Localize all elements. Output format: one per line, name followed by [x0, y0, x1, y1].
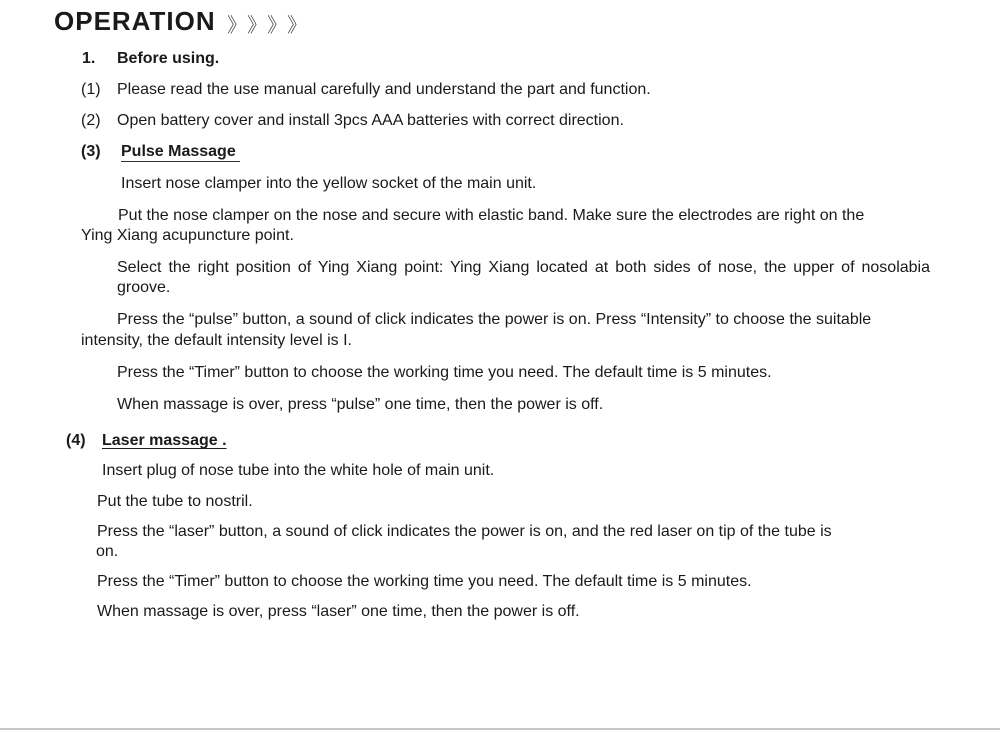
- laser-step-1: Insert plug of nose tube into the white hole of main unit.: [102, 462, 495, 479]
- item-1-number: (1): [81, 81, 101, 98]
- pulse-massage-heading: [121, 142, 240, 162]
- page-bottom-divider: [0, 728, 1000, 730]
- item-1-text: Please read the use manual carefully and understand the part and function.: [117, 81, 651, 98]
- laser-massage-heading: Laser massage .: [102, 432, 227, 449]
- pulse-step-1: Insert nose clamper into the yellow socket of the main unit.: [121, 175, 537, 192]
- item-2-number: (2): [81, 112, 101, 129]
- step-1-number: 1.: [82, 50, 96, 67]
- pulse-step-2-line-1: Put the nose clamper on the nose and secure with elastic band. Make sure the electrodes are right on the: [118, 207, 865, 224]
- step-1-heading: Before using.: [117, 50, 220, 67]
- pulse-step-5: Press the “Timer” button to choose the working time you need. The default time is 5 minutes.: [117, 364, 772, 381]
- pulse-step-6: When massage is over, press “pulse” one time, then the power is off.: [117, 396, 604, 413]
- pulse-massage-heading-text: Pulse Massage: [121, 143, 240, 162]
- page-title: OPERATION: [54, 6, 216, 36]
- pulse-step-3: Select the right position of Ying Xiang point: Ying Xiang located at both sides of nose, the upper of nosolabia groove.: [117, 259, 930, 296]
- laser-step-4: Press the “Timer” button to choose the working time you need. The default time is 5 minutes.: [97, 573, 752, 590]
- pulse-step-4-line-2: intensity, the default intensity level is I.: [81, 332, 352, 349]
- laser-step-3-line-1: Press the “laser” button, a sound of click indicates the power is on, and the red laser on tip of the tube is: [97, 523, 832, 540]
- item-3-number: (3): [81, 143, 101, 160]
- item-4-number: (4): [66, 432, 86, 449]
- laser-step-3-line-2: on.: [96, 543, 119, 560]
- pulse-step-4-line-1: Press the “pulse” button, a sound of click indicates the power is on. Press “Intensity” to choose the suitable: [117, 311, 872, 328]
- title-chevrons: 》》》》: [227, 15, 317, 37]
- laser-step-5: When massage is over, press “laser” one time, then the power is off.: [97, 603, 580, 620]
- item-2-text: Open battery cover and install 3pcs AAA batteries with correct direction.: [117, 112, 624, 129]
- laser-step-2: Put the tube to nostril.: [97, 493, 253, 510]
- pulse-step-2-line-2: Ying Xiang acupuncture point.: [81, 227, 294, 244]
